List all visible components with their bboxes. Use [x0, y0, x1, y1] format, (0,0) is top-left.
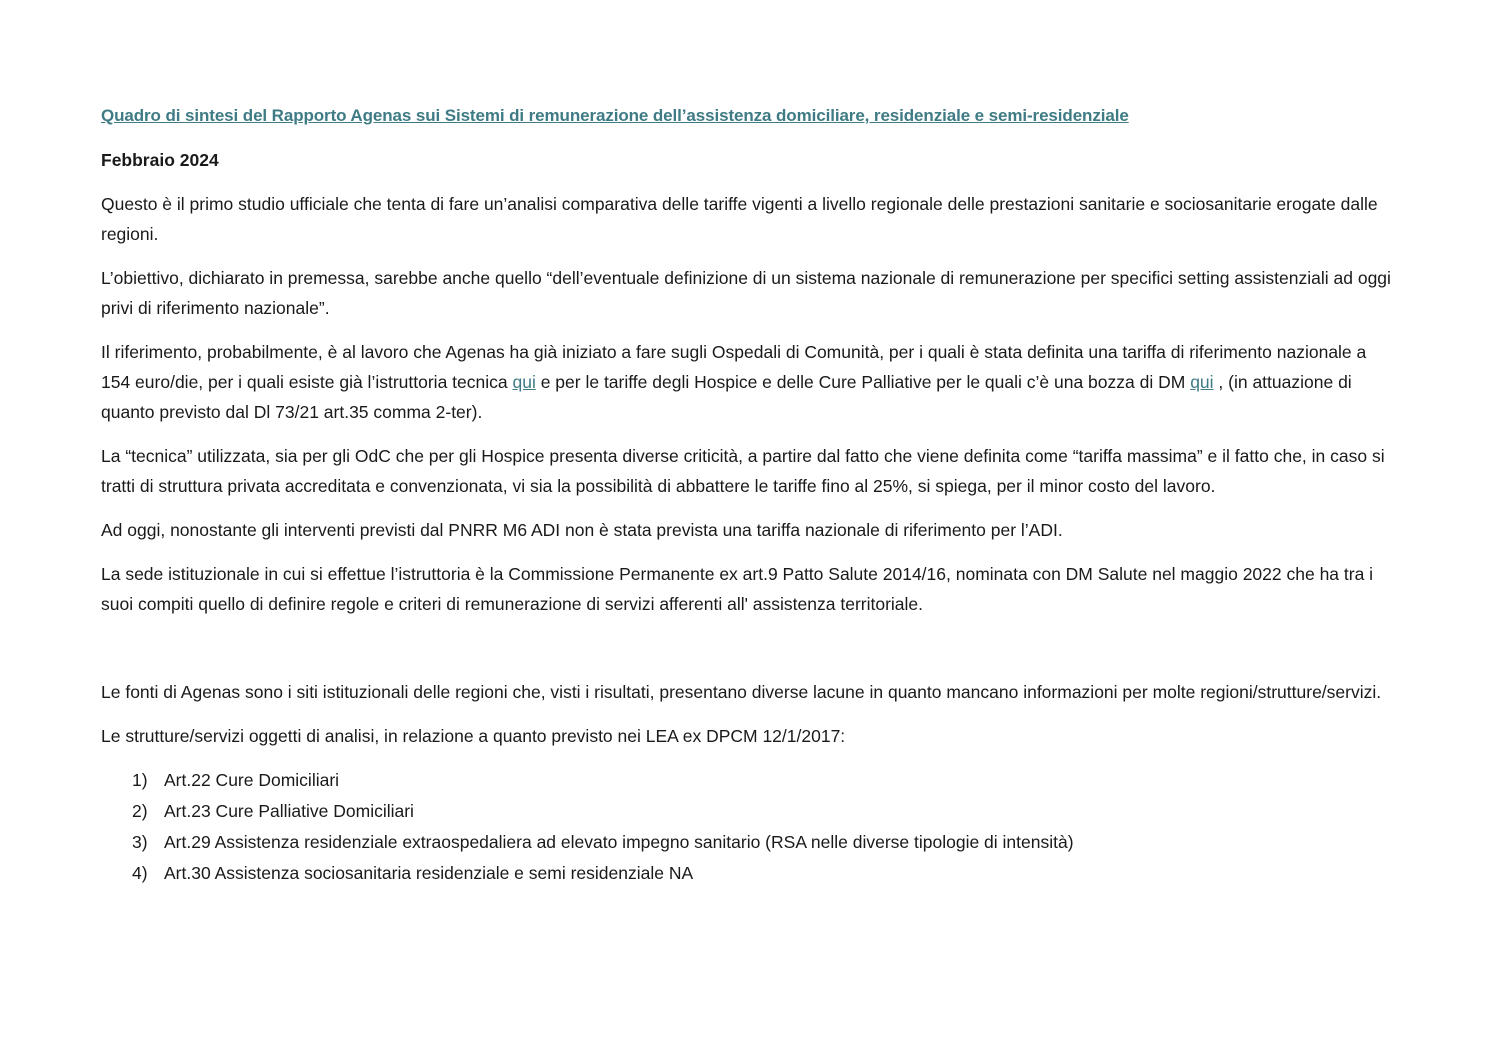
structures-list: [101, 765, 1391, 889]
document-title[interactable]: Quadro di sintesi del Rapporto Agenas sui Sistemi di remunerazione dell’assistenza domiciliare, residenziale e semi-residenziale: [101, 106, 1129, 125]
paragraph-reference: [101, 337, 1391, 427]
document-date: Febbraio 2024: [101, 150, 219, 170]
paragraph-sources: Le fonti di Agenas sono i siti istituzionali delle regioni che, visti i risultati, presentano diverse lacune in quanto mancano informazioni per molte regioni/strutture/servizi.: [101, 682, 1382, 702]
paragraph-structures: Le strutture/servizi oggetti di analisi, in relazione a quanto previsto nei LEA ex DPCM 12/1/2017:: [101, 726, 846, 746]
list-item: [132, 796, 1391, 827]
paragraph-commission: La sede istituzionale in cui si effettue l’istruttoria è la Commissione Permanente ex art.9 Patto Salute 2014/16, nominata con DM Salute nel maggio 2022 che ha tra i suoi compiti quello di definire regole e criteri di remunerazione di servizi afferenti all' assistenza territoriale.: [101, 564, 1374, 614]
paragraph-reference-text-2: e per le tariffe degli Hospice e delle Cure Palliative per le quali c’è una bozza di DM: [535, 372, 1191, 392]
paragraph-reference-text-1: Il riferimento, probabilmente, è al lavoro che Agenas ha già iniziato a fare sugli Ospedali di Comunità, per i quali è stata definita una tariffa di riferimento nazionale a 154 euro/die, per i quali esiste già l’istruttoria tecnica: [101, 342, 1367, 392]
list-item: [132, 765, 1391, 796]
list-item-number: 3): [132, 832, 148, 852]
list-item: [132, 827, 1391, 858]
list-item-text: Art.22 Cure Domiciliari: [164, 770, 340, 790]
list-item-text: Art.30 Assistenza sociosanitaria residenziale e semi residenziale NA: [164, 863, 694, 883]
link-bozza-dm-qui[interactable]: qui: [1190, 372, 1214, 392]
list-item-number: 2): [132, 801, 148, 821]
document-page: [101, 101, 1391, 889]
list-item-text: Art.23 Cure Palliative Domiciliari: [164, 801, 414, 821]
blank-line: [101, 633, 1391, 677]
paragraph-adi: Ad oggi, nonostante gli interventi previsti dal PNRR M6 ADI non è stata prevista una tariffa nazionale di riferimento per l’ADI.: [101, 520, 1063, 540]
paragraph-intro: Questo è il primo studio ufficiale che tenta di fare un’analisi comparativa delle tariffe vigenti a livello regionale delle prestazioni sanitarie e sociosanitarie erogate dalle regioni.: [101, 194, 1378, 244]
link-istruttoria-qui[interactable]: qui: [512, 372, 536, 392]
list-item: [132, 858, 1391, 889]
list-item-number: 1): [132, 770, 148, 790]
paragraph-objective: L’obiettivo, dichiarato in premessa, sarebbe anche quello “dell’eventuale definizione di un sistema nazionale di remunerazione per specifici setting assistenziali ad oggi privi di riferimento nazionale”.: [101, 268, 1391, 318]
list-item-text: Art.29 Assistenza residenziale extraospedaliera ad elevato impegno sanitario (RSA nelle diverse tipologie di intensità): [164, 832, 1074, 852]
paragraph-reference-text-3: , (in attuazione di quanto previsto dal Dl 73/21 art.35 comma 2-ter).: [101, 372, 1352, 422]
list-item-number: 4): [132, 863, 148, 883]
paragraph-technique: La “tecnica” utilizzata, sia per gli OdC che per gli Hospice presenta diverse criticità, a partire dal fatto che viene definita come “tariffa massima” e il fatto che, in caso si tratti di struttura privata accreditata e convenzionata, vi sia la possibilità di abbattere le tariffe fino al 25%, si spiega, per il minor costo del lavoro.: [101, 446, 1385, 496]
